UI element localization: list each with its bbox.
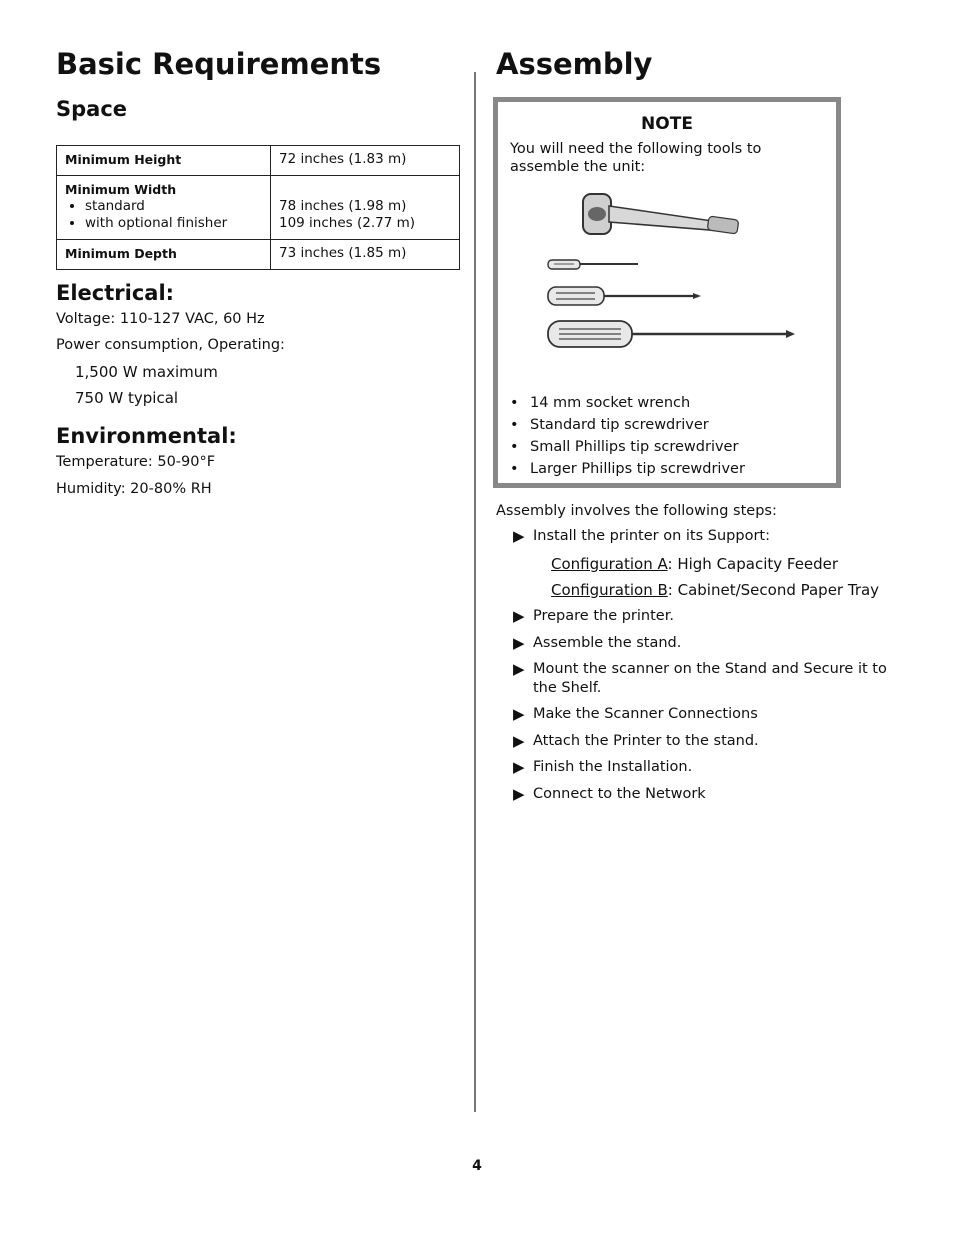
page-number: 4 (472, 1158, 482, 1174)
configuration-b-link[interactable]: Configuration B (551, 581, 668, 599)
arrow-icon: ▶ (513, 705, 525, 723)
arrow-icon: ▶ (513, 527, 525, 545)
min-height-value: 72 inches (1.83 m) (271, 146, 460, 176)
list-item: • Standard tip screwdriver (510, 414, 745, 436)
socket-wrench-icon (583, 194, 739, 234)
table-row (57, 146, 460, 176)
step-attach-printer: ▶ Attach the Printer to the stand. (513, 732, 759, 750)
min-width-standard-value: 78 inches (1.98 m) (279, 198, 407, 214)
step-connect-network: ▶ Connect to the Network (513, 785, 706, 803)
temperature-text: Temperature: 50-90°F (56, 454, 216, 470)
min-width-options (65, 198, 262, 232)
min-width-cell (57, 176, 271, 240)
configuration-a-item: Configuration A: High Capacity Feeder (551, 555, 839, 573)
power-max-text: 1,500 W maximum (75, 363, 218, 381)
step-scanner-connections: ▶ Make the Scanner Connections (513, 705, 758, 723)
table-row (57, 176, 460, 240)
min-height-label: Minimum Height (57, 146, 271, 176)
voltage-text: Voltage: 110-127 VAC, 60 Hz (56, 311, 265, 327)
min-width-values (271, 176, 460, 240)
list-item: • standard (85, 198, 262, 215)
assembly-intro: Assembly involves the following steps: (496, 503, 777, 519)
min-width-finisher-value: 109 inches (2.77 m) (279, 215, 416, 231)
environmental-heading: Environmental: (56, 424, 237, 448)
step-assemble-stand: ▶ Assemble the stand. (513, 634, 682, 652)
step-install-printer: ▶ Install the printer on its Support: (513, 527, 770, 545)
large-phillips-screwdriver-icon (548, 321, 795, 347)
space-table (56, 145, 460, 270)
tools-illustration (543, 184, 803, 359)
min-depth-value: 73 inches (1.85 m) (271, 240, 460, 270)
humidity-text: Humidity: 20-80% RH (56, 481, 212, 497)
configuration-b-item: Configuration B: Cabinet/Second Paper Tray (551, 581, 880, 599)
min-depth-label: Minimum Depth (57, 240, 271, 270)
min-width-label: Minimum Width (65, 182, 177, 197)
arrow-icon: ▶ (513, 732, 525, 750)
arrow-icon: ▶ (513, 758, 525, 776)
basic-requirements-title: Basic Requirements (56, 47, 382, 81)
list-item: • Larger Phillips tip screwdriver (510, 458, 745, 480)
power-typical-text: 750 W typical (75, 389, 179, 407)
step-mount-scanner: ▶ Mount the scanner on the Stand and Secure it to the Shelf. (513, 660, 887, 696)
step-prepare-printer: ▶ Prepare the printer. (513, 607, 674, 625)
list-item: • 14 mm socket wrench (510, 392, 745, 414)
configuration-a-link[interactable]: Configuration A (551, 555, 668, 573)
table-row (57, 240, 460, 270)
small-phillips-screwdriver-icon (548, 287, 701, 305)
note-box (493, 97, 841, 488)
list-item: • with optional finisher (85, 215, 262, 232)
arrow-icon: ▶ (513, 607, 525, 625)
step-finish-installation: ▶ Finish the Installation. (513, 758, 693, 776)
arrow-icon: ▶ (513, 660, 525, 678)
arrow-icon: ▶ (513, 785, 525, 803)
assembly-title: Assembly (496, 47, 653, 81)
list-item: • Small Phillips tip screwdriver (510, 436, 745, 458)
arrow-icon: ▶ (513, 634, 525, 652)
electrical-heading: Electrical: (56, 281, 175, 305)
space-heading: Space (56, 97, 128, 121)
standard-screwdriver-icon (548, 260, 638, 269)
note-title: NOTE (641, 114, 693, 134)
power-consumption-label: Power consumption, Operating: (56, 337, 285, 353)
column-divider (474, 72, 476, 1112)
tools-list (510, 392, 745, 480)
note-text: You will need the following tools to assemble the unit: (510, 141, 762, 175)
